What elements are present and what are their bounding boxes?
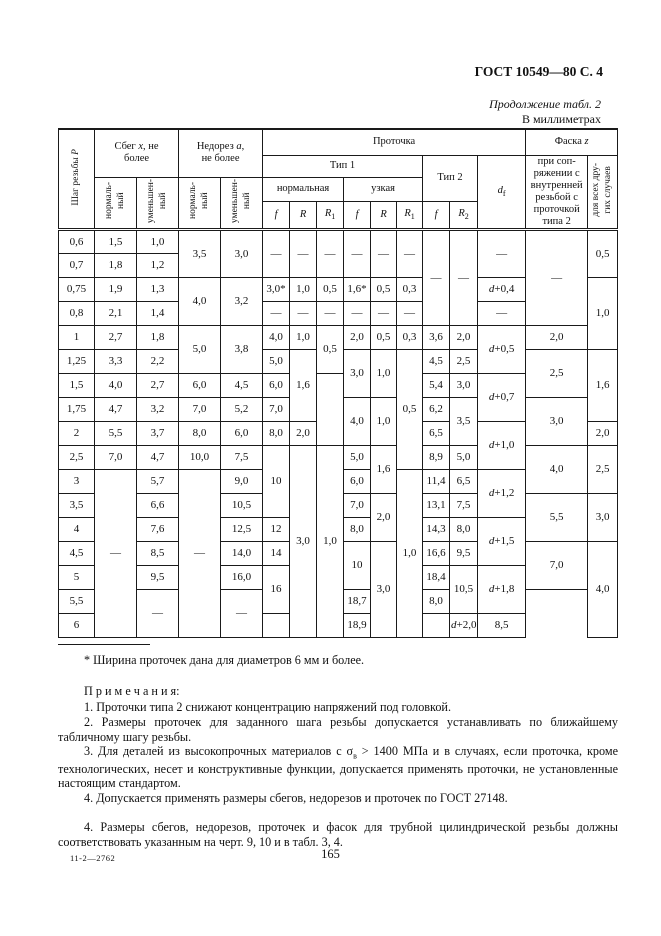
table-cell: 7,0 [179,397,221,421]
table-cell: d+0,7 [478,373,526,421]
table-cell: 1,6* [344,277,371,301]
note-item: 4. Допускается применять размеры сбегов, недорезов и проточек по ГОСТ 27148. [84,791,508,806]
table-cell: 2,0 [290,421,317,445]
table-cell: 1,8 [137,325,179,349]
doc-reference: ГОСТ 10549—80 С. 4 [474,64,603,79]
table-header [59,129,618,229]
header-cell: Недорез a, не более [179,129,263,177]
table-cell: 1,6 [371,445,397,493]
table-cell: 5,0 [179,325,221,373]
table-cell: 10 [344,541,371,589]
table-cell: 1,0 [290,325,317,349]
table-cell: 4,7 [95,397,137,421]
thread-dimensions-table [58,128,618,638]
table-cell: 2,5 [588,445,618,493]
table-cell: 7,5 [221,445,263,469]
page-number: 165 [321,847,340,861]
table-cell: d+1,8 [478,565,526,613]
table-cell: 8,9 [423,445,450,469]
table-cell: 1,25 [59,349,95,373]
table-cell: 3,0 [450,373,478,397]
notes-list [58,700,618,806]
header-cell: R [290,201,317,229]
table-cell: 1,5 [59,373,95,397]
table-cell: d+1,0 [478,421,526,469]
table-cell: 12 [263,517,290,541]
table-cell: — [221,589,263,637]
table-cell: 4,5 [59,541,95,565]
table-cell: 8,0 [423,589,450,613]
table-cell: 4,0 [95,373,137,397]
table-cell: 4,7 [137,445,179,469]
header-cell: Тип 2 [423,155,478,201]
table-cell: 5,0 [263,349,290,373]
table-cell: 18,4 [423,565,450,589]
header-cell: при соп- ряжении с внутренней резьбой с проточкой типа 2 [526,155,588,229]
header-cell: f [344,201,371,229]
table-cell: d+0,5 [478,325,526,373]
table-cell: 3,5 [450,397,478,445]
table-cell: 0,7 [59,253,95,277]
table-cell: 2 [59,421,95,445]
table-cell: 16,0 [221,565,263,589]
table-cell: 1,6 [588,349,618,421]
table-cell: 3,5 [59,493,95,517]
table-cell: 4,0 [263,325,290,349]
table-cell: — [290,229,317,277]
table-cell: 1,9 [95,277,137,301]
table-cell: 14,3 [423,517,450,541]
table-cell: 3,0 [588,493,618,541]
table-body [59,229,618,637]
table-cell: — [95,469,137,637]
header-cell: Тип 1 [263,155,423,177]
table-cell: 0,5 [371,277,397,301]
table-cell: 1,6 [290,349,317,421]
table-cell: 8,0 [263,421,290,445]
table-cell: 6 [59,613,95,637]
table-cell: d+1,2 [478,469,526,517]
table-cell: d+1,5 [478,517,526,565]
table-cell [263,613,290,637]
table-cell: 1,0 [588,277,618,349]
table-cell: 14,0 [221,541,263,565]
table-cell: 5,5 [95,421,137,445]
header-cell: f [263,201,290,229]
table-cell: 3,0 [290,445,317,637]
table-cell: 6,6 [137,493,179,517]
table-cell: — [423,229,450,325]
table-cell: 16 [263,565,290,613]
table-cell: 2,7 [95,325,137,349]
table-cell: 4,0 [526,445,588,493]
table-cell: 1 [59,325,95,349]
table-cell: 1,0 [290,277,317,301]
table-cell: 5,2 [221,397,263,421]
header-cell: нормаль- ный [179,177,221,229]
table-cell: 16,6 [423,541,450,565]
table-cell: 11,4 [423,469,450,493]
units-label: В миллиметрах [521,112,601,126]
table-cell: 2,5 [59,445,95,469]
table-cell: 1,75 [59,397,95,421]
print-order-number: 11-2—2762 [70,853,116,863]
table-cell: 3,5 [179,229,221,277]
table-cell: — [344,229,371,277]
table-cell: — [317,301,344,325]
note-item: 2. Размеры проточек для заданного шага резьбы допускается устанавливать по ближайшему табличному шагу резьбы. [58,714,618,744]
table-cell: 2,0 [344,325,371,349]
table-cell: 10,5 [450,565,478,613]
table-cell: 7,5 [450,493,478,517]
paragraph-4: 4. Размеры сбегов, недорезов, проточек и фасок для трубной цилиндрической резьбы должны соответствовать указанным на черт. 9, 10 и в табл. 3, 4. [58,820,618,850]
table-cell: — [263,229,290,277]
header-cell: Фаска z [526,129,618,155]
table-cell: — [290,301,317,325]
table-cell: 1,0 [371,397,397,445]
table-cell: 8,0 [450,517,478,541]
table-cell: 6,0 [179,373,221,397]
table-cell: 0,3 [397,325,423,349]
table-cell: 7,6 [137,517,179,541]
table-cell: 5,0 [450,445,478,469]
table-cell: — [526,229,588,325]
table-cell: 18,9 [344,613,371,637]
table-cell: 2,2 [137,349,179,373]
table-cell: 1,3 [137,277,179,301]
header-cell: уменьшен- ный [221,177,263,229]
header-cell: $d_f$ [478,155,526,229]
table-cell: 3,3 [95,349,137,373]
table-cell: 3,6 [423,325,450,349]
table-cell: 2,5 [450,349,478,373]
table-cell: — [371,301,397,325]
header-cell: Шаг резьбы P [59,129,95,229]
table-cell: 3,8 [221,325,263,373]
table-cell: — [450,229,478,325]
table-cell: — [371,229,397,277]
header-cell: узкая [344,177,423,201]
table-cell: 1,0 [397,469,423,637]
table-cell: 14 [263,541,290,565]
header-cell: Проточка [263,129,526,155]
table-cell: 0,75 [59,277,95,301]
table-cell: 3,0 [526,397,588,445]
table-cell [317,373,344,445]
table-cell: 9,5 [137,565,179,589]
table-cell: 4,5 [423,349,450,373]
table-cell [423,613,450,637]
table-cell: — [478,229,526,277]
table-cell: 1,5 [95,229,137,253]
table-cell: — [317,229,344,277]
table-cell: 0,5 [371,325,397,349]
table-cell: 10,5 [221,493,263,517]
table-cell: — [179,469,221,637]
table-cell: — [397,229,423,277]
table-cell: 3,0 [344,349,371,397]
table-cell: 2,0 [371,493,397,541]
table-cell: 0,5 [317,277,344,301]
table-cell: 3,0* [263,277,290,301]
table-cell: 1,8 [95,253,137,277]
note-item: 1. Проточки типа 2 снижают концентрацию напряжений под головкой. [84,699,452,714]
table-cell: 0,8 [59,301,95,325]
table-cell: 4,0 [344,397,371,445]
table-cell: d+0,4 [478,277,526,301]
table-cell: 13,1 [423,493,450,517]
table-cell: 6,0 [263,373,290,397]
table-cell: 6,5 [450,469,478,493]
table-cell: 3,2 [221,277,263,325]
table-cell: 1,0 [371,349,397,397]
table-cell: 1,4 [137,301,179,325]
table-cell: 3,2 [137,397,179,421]
table-cell: 0,6 [59,229,95,253]
table-cell: 4,5 [221,373,263,397]
table-cell: 7,0 [526,541,588,589]
table-cell: 3 [59,469,95,493]
table-continuation-label: Продолжение табл. 2 [489,97,601,111]
table-cell: 10 [263,445,290,517]
table-cell: 8,0 [179,421,221,445]
table-cell: 0,5 [317,325,344,373]
table-cell: 0,3 [397,277,423,301]
table-cell: 6,2 [423,397,450,421]
table-cell: 1,0 [317,445,344,637]
table-cell: d+2,0 [450,613,478,637]
table-cell: 1,0 [137,229,179,253]
header-cell: нормальная [263,177,344,201]
notes-block [58,644,618,850]
table-cell: 0,5 [397,349,423,469]
table-cell: — [263,301,290,325]
note-item: 3. Для деталей из высокопрочных материалов с $\sigma_в > 1400$ МПа и в случаях, если проточка, кроме технологических, несет и конструктивные функции, допускается применять проточки, не установленные настоящим стандартом. [58,744,618,791]
table-cell: — [137,589,179,637]
header-cell: R [371,201,397,229]
table-cell: 6,0 [221,421,263,445]
table-cell: 5,7 [137,469,179,493]
table-cell: 10,0 [179,445,221,469]
notes-title: П р и м е ч а н и я: [84,683,180,698]
table-cell: 2,0 [588,421,618,445]
table-cell: 2,5 [526,349,588,397]
table-cell: 9,5 [450,541,478,565]
header-cell: для всех дру- гих случаев [588,155,618,229]
header-cell: f [423,201,450,229]
header-cell: $R_1$ [317,201,344,229]
table-cell: 4,0 [179,277,221,325]
table-cell: 12,5 [221,517,263,541]
table-cell: 6,5 [423,421,450,445]
table-cell: 6,0 [344,469,371,493]
footnote-rule [58,644,150,647]
table-cell: 0,5 [588,229,618,277]
table-cell: 8,5 [478,613,526,637]
table-cell: — [478,301,526,325]
table-cell: 9,0 [221,469,263,493]
table-cell: 5,0 [344,445,371,469]
table-cell: 5 [59,565,95,589]
table-cell: 4 [59,517,95,541]
footnote: * Ширина проточек дана для диаметров 6 мм и более. [84,653,365,667]
table-cell: — [344,301,371,325]
header-cell: уменьшен- ный [137,177,179,229]
table-cell: 5,4 [423,373,450,397]
table-cell: 3,7 [137,421,179,445]
table-cell: 8,5 [137,541,179,565]
table-cell: 2,7 [137,373,179,397]
table-cell: 7,0 [344,493,371,517]
table-cell: — [397,301,423,325]
header-cell: Сбег x, не более [95,129,179,177]
table-cell: 5,5 [59,589,95,613]
table-cell: 7,0 [263,397,290,421]
table-cell: 2,0 [526,325,588,349]
table-cell: 2,0 [450,325,478,349]
header-cell: нормаль- ный [95,177,137,229]
table-cell: 4,0 [588,541,618,637]
header-cell: $R_2$ [450,201,478,229]
table-cell: 3,0 [221,229,263,277]
table-cell: 1,2 [137,253,179,277]
table-cell: 2,1 [95,301,137,325]
table-cell: 18,7 [344,589,371,613]
table-cell: 7,0 [95,445,137,469]
table-cell: 3,0 [371,541,397,637]
table-cell: 8,0 [344,517,371,541]
table-cell: 5,5 [526,493,588,541]
header-cell: $R_1$ [397,201,423,229]
